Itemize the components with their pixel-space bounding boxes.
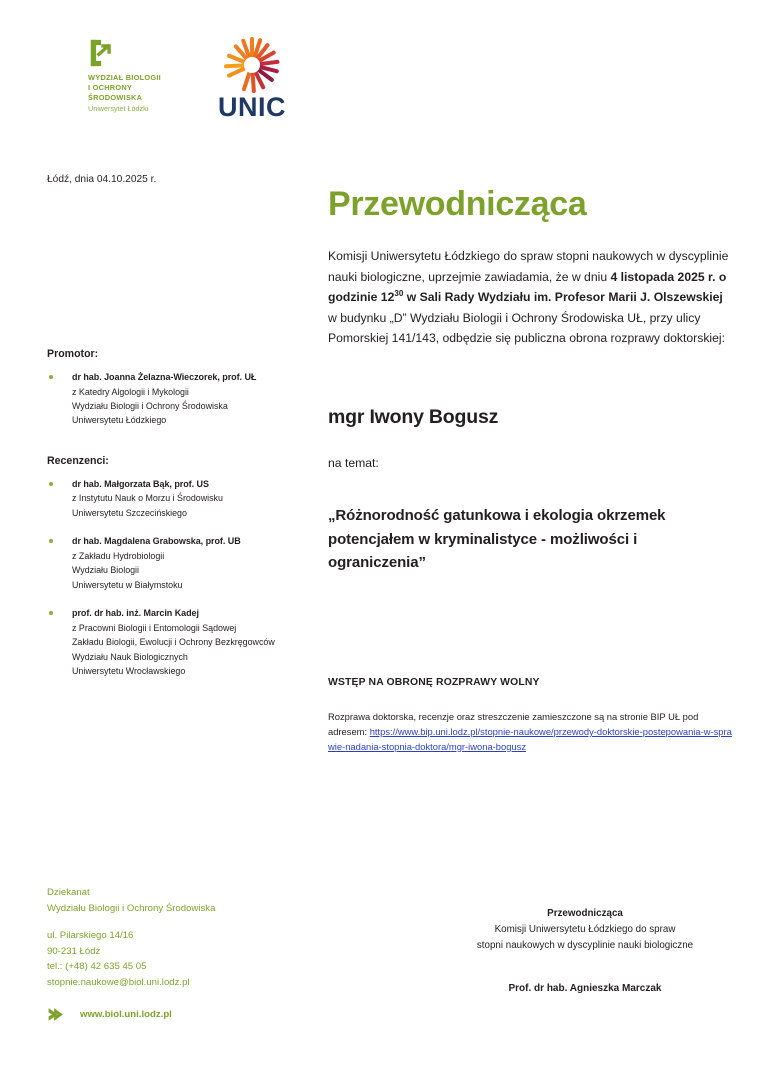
page-title: Przewodnicząca [328, 185, 587, 223]
na-temat-label: na temat: [328, 456, 379, 471]
person-affiliation-line: Uniwersytetu Łódzkiego [72, 415, 167, 426]
person-affiliation-line: Uniwersytetu Wrocławskiego [72, 665, 186, 676]
website-url[interactable]: www.biol.uni.lodz.pl [80, 1009, 172, 1021]
person-affiliation-line: z Katedry Algologii i Mykologii [72, 386, 189, 397]
signature-role: Przewodnicząca [547, 908, 623, 919]
person-affiliation-line: Uniwersytetu w Białymstoku [72, 579, 183, 590]
main-content-column [328, 186, 732, 755]
address-city: 90-231 Łódź [47, 945, 101, 957]
date-line: Łódź, dnia 04.10.2025 r. [47, 174, 157, 185]
paragraph-segment-1: Komisji Uniwersytetu Łódzkiego do spraw stopni naukowych w dyscyplinie nauki biologiczne, uprzejmie zawiadamia, że w dniu [328, 249, 729, 284]
ul-logo-line2: I OCHRONY [88, 82, 133, 92]
email-address[interactable]: stopnie.naukowe@biol.uni.lodz.pl [47, 976, 190, 988]
university-of-lodz-logo [88, 38, 198, 115]
person-affiliation-line: Zakładu Biologii, Ewolucji i Ochrony Bezkręgowców [72, 637, 275, 648]
announcement-paragraph [328, 246, 732, 348]
paragraph-bold-datetime: 4 listopada 2025 r. o godzinie 12 [328, 269, 727, 305]
list-item [47, 534, 319, 592]
address-street: ul. Pilarskiego 14/16 [47, 930, 134, 942]
bip-information-paragraph [328, 710, 732, 755]
arrow-in-c-mark-icon [88, 38, 118, 68]
promotor-list [47, 370, 319, 428]
person-affiliation-line: Uniwersytetu Szczecińskiego [72, 507, 187, 518]
person-affiliation-line: z Zakładu Hydrobiologii [72, 550, 165, 561]
person-name: prof. dr hab. inż. Marcin Kadej [72, 608, 199, 619]
promotor-heading: Promotor: [47, 348, 99, 360]
person-name: dr hab. Magdalena Grabowska, prof. UB [72, 536, 241, 547]
paragraph-bold-venue: w Sali Rady Wydziału im. Profesor Marii J. Olszewskiej [403, 290, 723, 305]
ul-logo-line1: WYDZIAŁ BIOLOGII [88, 73, 161, 82]
deans-office-contact-block [47, 885, 317, 1023]
faculty-name: Wydziału Biologii i Ochrony Środowiska [47, 902, 216, 914]
signature-body-line2: stopni naukowych w dyscyplinie nauki biologiczne [476, 939, 694, 951]
deans-office-label: Dziekanat [47, 887, 90, 898]
person-affiliation-line: Wydziału Biologii i Ochrony Środowiska [72, 401, 228, 411]
bip-url-link[interactable]: https://www.bip.uni.lodz.pl/stopnie-naukowe/przewody-doktorskie-postepowania-w-sprawie-nadania-stopnia-doktora/mgr-iwona-bogusz [328, 725, 732, 752]
unic-logo [213, 34, 291, 121]
website-row[interactable] [47, 1007, 317, 1023]
person-affiliation-line: Wydziału Nauk Biologicznych [72, 651, 188, 662]
signature-body-line1: Komisji Uniwersytetu Łódzkiego do spraw [494, 923, 676, 935]
signature-block [420, 906, 750, 997]
person-affiliation-line: z Pracowni Biologii i Entomologii Sądowej [72, 622, 237, 633]
recenzenci-list [47, 477, 319, 679]
sunburst-mark-icon [221, 34, 283, 96]
list-item [47, 606, 319, 678]
person-name: dr hab. Małgorzata Bąk, prof. US [72, 478, 209, 489]
phone-number: tel.: (+48) 42 635 45 05 [47, 961, 147, 973]
candidate-name: mgr Iwony Bogusz [328, 406, 499, 429]
ul-logo-subtitle: Uniwersytet Łódzki [88, 103, 149, 113]
unic-wordmark: UNIC [218, 92, 286, 122]
recenzenci-heading: Recenzenci: [47, 454, 109, 467]
list-item [47, 370, 319, 428]
person-name: dr hab. Joanna Żelazna-Wieczorek, prof. UŁ [72, 372, 257, 382]
logo-bar [0, 34, 764, 130]
open-admission-notice: WSTĘP NA OBRONĘ ROZPRAWY WOLNY [328, 677, 540, 689]
paragraph-time-superscript: 30 [394, 289, 404, 299]
right-arrow-icon [47, 1007, 66, 1022]
person-affiliation-line: z Instytutu Nauk o Morzu i Środowisku [72, 493, 223, 504]
supervisors-and-reviewers-column [47, 348, 319, 692]
ul-logo-line3: ŚRODOWISKA [88, 92, 143, 102]
thesis-title: „Różnorodność gatunkowa i ekologia okrzemek potencjałem w kryminalistyce - możliwości i ograniczenia” [328, 507, 666, 571]
signature-name: Prof. dr hab. Agnieszka Marczak [508, 982, 662, 994]
bip-intro-text: Rozprawa doktorska, recenzje oraz streszczenie zamieszczone są na stronie BIP UŁ pod adresem: [328, 711, 699, 737]
list-item [47, 477, 319, 520]
ul-logo-name [88, 73, 198, 103]
paragraph-segment-2: w budynku „D” Wydziału Biologii i Ochrony Środowiska UŁ, przy ulicy Pomorskiej 141/143, odbędzie się publiczna obrona rozprawy doktorskiej: [328, 310, 725, 345]
person-affiliation-line: Wydziału Biologii [72, 565, 140, 576]
